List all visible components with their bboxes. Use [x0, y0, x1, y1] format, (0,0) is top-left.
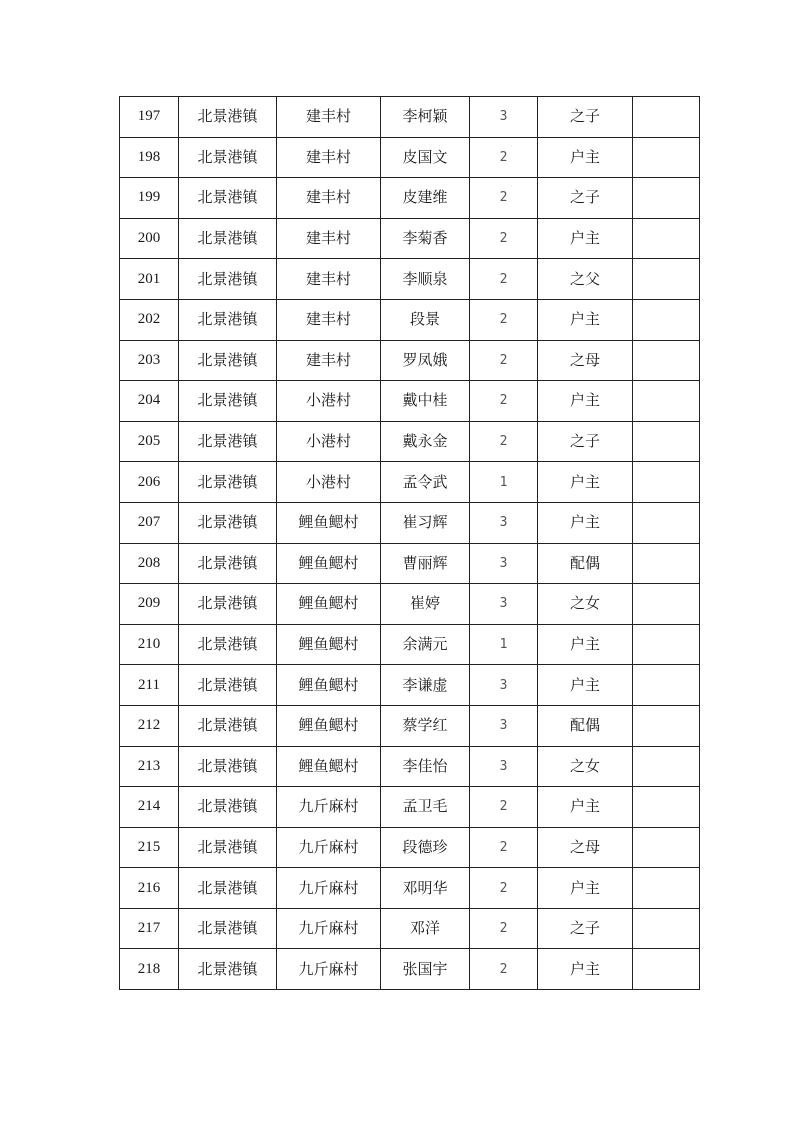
table-row	[120, 949, 700, 990]
table-row	[120, 624, 700, 665]
cell-note	[633, 178, 700, 219]
cell-village: 小港村	[277, 421, 381, 462]
cell-household-count: 2	[470, 381, 538, 422]
cell-household-count: 3	[470, 97, 538, 138]
table-row	[120, 299, 700, 340]
household-table	[119, 96, 700, 990]
cell-relation: 之母	[538, 340, 633, 381]
cell-serial-number: 197	[120, 97, 179, 138]
cell-person-name: 段德珍	[381, 827, 470, 868]
cell-person-name: 皮建维	[381, 178, 470, 219]
cell-town: 北景港镇	[179, 97, 277, 138]
cell-village: 鲤鱼鳃村	[277, 624, 381, 665]
table-row	[120, 584, 700, 625]
cell-village: 小港村	[277, 462, 381, 503]
cell-household-count: 3	[470, 705, 538, 746]
cell-serial-number: 200	[120, 218, 179, 259]
cell-note	[633, 97, 700, 138]
cell-village: 九斤麻村	[277, 787, 381, 828]
cell-serial-number: 213	[120, 746, 179, 787]
cell-serial-number: 218	[120, 949, 179, 990]
cell-relation: 户主	[538, 624, 633, 665]
cell-village: 九斤麻村	[277, 868, 381, 909]
table-row	[120, 827, 700, 868]
cell-town: 北景港镇	[179, 908, 277, 949]
table-row	[120, 462, 700, 503]
cell-person-name: 邓洋	[381, 908, 470, 949]
table-row	[120, 705, 700, 746]
cell-household-count: 2	[470, 137, 538, 178]
cell-note	[633, 705, 700, 746]
cell-village: 建丰村	[277, 218, 381, 259]
table-row	[120, 868, 700, 909]
table-body	[120, 97, 700, 990]
cell-note	[633, 949, 700, 990]
cell-serial-number: 214	[120, 787, 179, 828]
cell-person-name: 崔习辉	[381, 502, 470, 543]
cell-person-name: 李谦虚	[381, 665, 470, 706]
cell-note	[633, 584, 700, 625]
cell-note	[633, 421, 700, 462]
cell-note	[633, 218, 700, 259]
cell-note	[633, 381, 700, 422]
cell-note	[633, 259, 700, 300]
cell-person-name: 罗凤娥	[381, 340, 470, 381]
cell-town: 北景港镇	[179, 705, 277, 746]
cell-note	[633, 137, 700, 178]
cell-relation: 之子	[538, 908, 633, 949]
cell-town: 北景港镇	[179, 381, 277, 422]
table-row	[120, 908, 700, 949]
cell-note	[633, 868, 700, 909]
cell-person-name: 余满元	[381, 624, 470, 665]
cell-note	[633, 299, 700, 340]
cell-person-name: 曹丽辉	[381, 543, 470, 584]
cell-town: 北景港镇	[179, 746, 277, 787]
cell-household-count: 2	[470, 827, 538, 868]
cell-village: 九斤麻村	[277, 949, 381, 990]
cell-household-count: 2	[470, 259, 538, 300]
cell-household-count: 3	[470, 665, 538, 706]
cell-serial-number: 207	[120, 502, 179, 543]
cell-serial-number: 203	[120, 340, 179, 381]
cell-town: 北景港镇	[179, 584, 277, 625]
cell-village: 建丰村	[277, 137, 381, 178]
cell-town: 北景港镇	[179, 421, 277, 462]
cell-household-count: 2	[470, 949, 538, 990]
cell-village: 鲤鱼鳃村	[277, 705, 381, 746]
table-row	[120, 381, 700, 422]
cell-village: 鲤鱼鳃村	[277, 584, 381, 625]
cell-town: 北景港镇	[179, 462, 277, 503]
cell-town: 北景港镇	[179, 624, 277, 665]
cell-relation: 户主	[538, 949, 633, 990]
cell-person-name: 李佳怡	[381, 746, 470, 787]
cell-relation: 户主	[538, 299, 633, 340]
cell-relation: 配偶	[538, 543, 633, 584]
cell-village: 建丰村	[277, 299, 381, 340]
cell-person-name: 戴中桂	[381, 381, 470, 422]
table-row	[120, 665, 700, 706]
cell-serial-number: 199	[120, 178, 179, 219]
cell-person-name: 孟卫毛	[381, 787, 470, 828]
cell-town: 北景港镇	[179, 137, 277, 178]
cell-town: 北景港镇	[179, 178, 277, 219]
cell-household-count: 3	[470, 584, 538, 625]
cell-serial-number: 216	[120, 868, 179, 909]
table-row	[120, 502, 700, 543]
cell-relation: 户主	[538, 868, 633, 909]
cell-household-count: 2	[470, 340, 538, 381]
cell-town: 北景港镇	[179, 665, 277, 706]
cell-note	[633, 787, 700, 828]
table-row	[120, 97, 700, 138]
cell-person-name: 李顺泉	[381, 259, 470, 300]
cell-note	[633, 340, 700, 381]
cell-note	[633, 543, 700, 584]
cell-household-count: 1	[470, 462, 538, 503]
cell-relation: 户主	[538, 462, 633, 503]
cell-note	[633, 827, 700, 868]
cell-person-name: 蔡学红	[381, 705, 470, 746]
cell-relation: 配偶	[538, 705, 633, 746]
cell-household-count: 2	[470, 218, 538, 259]
cell-serial-number: 201	[120, 259, 179, 300]
cell-household-count: 2	[470, 421, 538, 462]
cell-serial-number: 209	[120, 584, 179, 625]
cell-town: 北景港镇	[179, 949, 277, 990]
cell-town: 北景港镇	[179, 259, 277, 300]
cell-serial-number: 208	[120, 543, 179, 584]
cell-town: 北景港镇	[179, 340, 277, 381]
cell-village: 小港村	[277, 381, 381, 422]
cell-relation: 之父	[538, 259, 633, 300]
cell-village: 建丰村	[277, 178, 381, 219]
table-row	[120, 340, 700, 381]
table-row	[120, 259, 700, 300]
cell-household-count: 2	[470, 787, 538, 828]
cell-town: 北景港镇	[179, 827, 277, 868]
cell-note	[633, 462, 700, 503]
cell-household-count: 2	[470, 868, 538, 909]
cell-serial-number: 212	[120, 705, 179, 746]
cell-serial-number: 211	[120, 665, 179, 706]
cell-household-count: 2	[470, 299, 538, 340]
cell-town: 北景港镇	[179, 299, 277, 340]
cell-household-count: 2	[470, 178, 538, 219]
cell-relation: 之子	[538, 97, 633, 138]
cell-person-name: 戴永金	[381, 421, 470, 462]
cell-relation: 之母	[538, 827, 633, 868]
cell-relation: 之子	[538, 421, 633, 462]
cell-serial-number: 210	[120, 624, 179, 665]
cell-note	[633, 665, 700, 706]
cell-person-name: 孟令武	[381, 462, 470, 503]
table-row	[120, 787, 700, 828]
cell-relation: 之女	[538, 584, 633, 625]
table-row	[120, 218, 700, 259]
cell-village: 鲤鱼鳃村	[277, 543, 381, 584]
cell-village: 建丰村	[277, 97, 381, 138]
cell-village: 九斤麻村	[277, 827, 381, 868]
cell-household-count: 3	[470, 746, 538, 787]
table-row	[120, 746, 700, 787]
cell-serial-number: 204	[120, 381, 179, 422]
cell-household-count: 1	[470, 624, 538, 665]
cell-note	[633, 908, 700, 949]
cell-person-name: 崔婷	[381, 584, 470, 625]
cell-note	[633, 746, 700, 787]
cell-town: 北景港镇	[179, 868, 277, 909]
cell-person-name: 李菊香	[381, 218, 470, 259]
cell-village: 九斤麻村	[277, 908, 381, 949]
cell-serial-number: 198	[120, 137, 179, 178]
cell-serial-number: 206	[120, 462, 179, 503]
table-row	[120, 543, 700, 584]
cell-relation: 户主	[538, 381, 633, 422]
cell-serial-number: 215	[120, 827, 179, 868]
cell-serial-number: 205	[120, 421, 179, 462]
cell-person-name: 李柯颖	[381, 97, 470, 138]
cell-town: 北景港镇	[179, 543, 277, 584]
table-row	[120, 421, 700, 462]
cell-relation: 之女	[538, 746, 633, 787]
cell-person-name: 邓明华	[381, 868, 470, 909]
cell-person-name: 张国宇	[381, 949, 470, 990]
cell-person-name: 段景	[381, 299, 470, 340]
cell-note	[633, 624, 700, 665]
cell-household-count: 3	[470, 502, 538, 543]
cell-relation: 之子	[538, 178, 633, 219]
cell-household-count: 2	[470, 908, 538, 949]
cell-serial-number: 217	[120, 908, 179, 949]
cell-village: 鲤鱼鳃村	[277, 502, 381, 543]
table-row	[120, 178, 700, 219]
cell-village: 建丰村	[277, 340, 381, 381]
cell-relation: 户主	[538, 218, 633, 259]
cell-relation: 户主	[538, 502, 633, 543]
cell-relation: 户主	[538, 787, 633, 828]
cell-person-name: 皮国文	[381, 137, 470, 178]
cell-village: 鲤鱼鳃村	[277, 746, 381, 787]
cell-town: 北景港镇	[179, 787, 277, 828]
cell-town: 北景港镇	[179, 218, 277, 259]
cell-relation: 户主	[538, 137, 633, 178]
cell-relation: 户主	[538, 665, 633, 706]
cell-note	[633, 502, 700, 543]
cell-village: 建丰村	[277, 259, 381, 300]
cell-household-count: 3	[470, 543, 538, 584]
table-row	[120, 137, 700, 178]
cell-town: 北景港镇	[179, 502, 277, 543]
cell-village: 鲤鱼鳃村	[277, 665, 381, 706]
cell-serial-number: 202	[120, 299, 179, 340]
